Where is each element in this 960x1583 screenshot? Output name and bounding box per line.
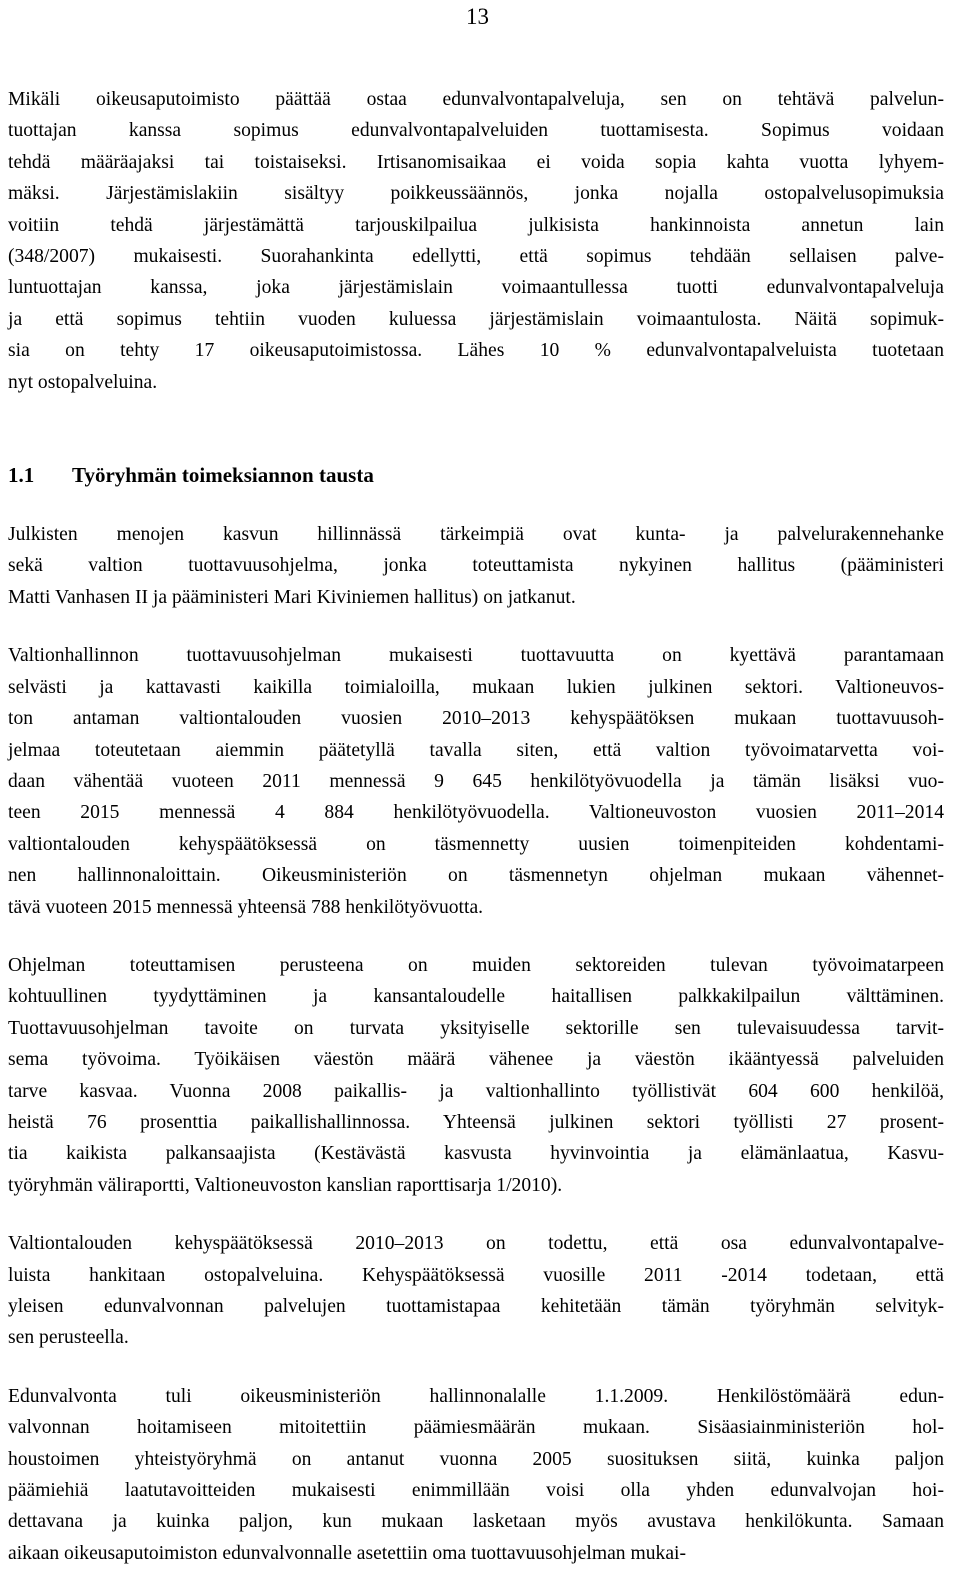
text-line: heistä 76 prosenttia paikallishallinnossa. Yhteensä julkinen sektori työllisti 27 prosent- (8, 1111, 944, 1133)
text-line: tävä vuoteen 2015 mennessä yhteensä 788 henkilötyövuotta. (8, 896, 484, 918)
paragraph-ostopalvelut (8, 84, 944, 398)
text-line: (348/2007) mukaisesti. Suorahankinta edellytti, että sopimus tehdään sellaisen palve- (8, 246, 944, 268)
text-line: Ohjelman toteuttamisen perusteena on muiden sektoreiden tulevan työvoimatarpeen (8, 954, 944, 976)
text-line: valvonnan hoitamiseen mitoitettiin päämiesmäärän mukaan. Sisäasiainministeriön hol- (8, 1417, 944, 1439)
text-line: luntuottajan kanssa, joka järjestämislain voimaantullessa tuotti edunvalvontapalveluja (8, 277, 944, 299)
text-line: selvästi ja kattavasti kaikilla toimialoilla, mukaan lukien julkinen sektori. Valtioneuvos- (8, 676, 944, 698)
page-number: 13 (466, 4, 489, 29)
text-line: yleisen edunvalvonnan palvelujen tuottamistapaa kehitetään tämän työryhmän selvityk- (8, 1296, 944, 1317)
text-line: Matti Vanhasen II ja pääministeri Mari Kiviniemen hallitus) on jatkanut. (8, 586, 576, 608)
text-line: valtiontalouden kehyspäätöksessä on täsmennetty uusien toimenpiteiden kohdentami- (8, 833, 944, 855)
text-line: ton antaman valtiontalouden vuosien 2010–2013 kehyspäätöksen mukaan tuottavuusoh- (8, 708, 944, 730)
text-line: aikaan oikeusaputoimiston edunvalvonnalle asetettiin oma tuottavuusohjelman mukai- (8, 1542, 687, 1564)
text-line: Julkisten menojen kasvun hillinnässä tärkeimpiä ovat kunta- ja palvelurakennehanke (8, 524, 944, 546)
text-line: Mikäli oikeusaputoimisto päättää ostaa edunvalvontapalveluja, sen on tehtävä palvelun- (8, 89, 944, 110)
text-line: houstoimen yhteistyöryhmä on antanut vuonna 2005 suosituksen siitä, kuinka paljon (8, 1448, 944, 1470)
text-line: nyt ostopalveluina. (8, 371, 158, 393)
text-line: Edunvalvonta tuli oikeusministeriön hallinnonalalle 1.1.2009. Henkilöstömäärä edun- (8, 1385, 944, 1407)
text-line: päämiehiä laatutavoitteiden mukaisesti enimmillään voisi olla yhden edunvalvojan hoi- (8, 1480, 944, 1502)
text-line: tuottajan kanssa sopimus edunvalvontapalveluiden tuottamisesta. Sopimus voidaan (8, 120, 944, 142)
text-line: sema työvoima. Työikäisen väestön määrä vähenee ja väestön ikääntyessä palveluiden (8, 1049, 944, 1071)
text-line: tia kaikista palkansaajista (Kestävästä kasvusta hyvinvointia ja elämänlaatua, Kasvu- (8, 1143, 944, 1165)
text-line: sia on tehty 17 oikeusaputoimistossa. Lähes 10 % edunvalvontapalveluista tuotetaan (8, 340, 944, 362)
text-line: tarve kasvaa. Vuonna 2008 paikallis- ja valtionhallinto työllistivät 604 600 henkilöä, (8, 1080, 944, 1102)
text-line: luista hankitaan ostopalveluina. Kehyspäätöksessä vuosille 2011 -2014 todetaan, että (8, 1264, 944, 1286)
text-line: Valtionhallinnon tuottavuusohjelman mukaisesti tuottavuutta on kyettävä parantamaan (8, 645, 944, 667)
text-line: teen 2015 mennessä 4 884 henkilötyövuodella. Valtioneuvoston vuosien 2011–2014 (8, 802, 944, 824)
text-line: sen perusteella. (8, 1327, 129, 1349)
text-line: dettavana ja kuinka paljon, kun mukaan lasketaan myös avustava henkilökunta. Samaan (8, 1511, 944, 1533)
text-line: tehdä määräajaksi tai toistaiseksi. Irtisanomisaikaa ei voida sopia kahta vuotta lyhyem- (8, 151, 944, 173)
text-line: ja että sopimus tehtiin vuoden kuluessa järjestämislain voimaantulosta. Näitä sopimuk- (8, 308, 944, 330)
section-heading (8, 461, 944, 489)
text-line: daan vähentää vuoteen 2011 mennessä 9 645 henkilötyövuodella ja tämän lisäksi vuo- (8, 770, 944, 792)
text-line: mäksi. Järjestämislakiin sisältyy poikkeussäännös, jonka nojalla ostopalvelusopimuksia (8, 183, 944, 205)
paragraph-tuottavuusohjelma (8, 640, 944, 923)
text-line: kohtuullinen tyydyttäminen ja kansantaloudelle haitallisen palkkakilpailun välttäminen. (8, 986, 944, 1008)
document-body (8, 84, 944, 1569)
section-title: Työryhmän toimeksiannon tausta (72, 463, 374, 488)
paragraph-ohjelman-perusteet (8, 950, 944, 1201)
text-line: nen hallinnonaloittain. Oikeusministeriön on täsmennetyn ohjelman mukaan vähennet- (8, 865, 944, 887)
text-line: Tuottavuusohjelman tavoite on turvata yksityiselle sektorille sen tulevaisuudessa tarvit- (8, 1017, 944, 1039)
text-line: sekä valtion tuottavuusohjelma, jonka toteuttamista nykyinen hallitus (pääministeri (8, 555, 944, 577)
text-line: voitiin tehdä järjestämättä tarjouskilpailua julkisista hankinnoista annetun lain (8, 214, 944, 236)
text-line: työryhmän väliraportti, Valtioneuvoston kanslian raporttisarja 1/2010). (8, 1174, 563, 1196)
section-number: 1.1 (8, 463, 35, 488)
text-line: Valtiontalouden kehyspäätöksessä 2010–2013 on todettu, että osa edunvalvontapalve- (8, 1233, 944, 1255)
paragraph-edunvalvonta (8, 1381, 944, 1569)
paragraph-julkiset-menot (8, 519, 944, 613)
paragraph-kehyspaatos (8, 1228, 944, 1354)
text-line: jelmaa toteutetaan aiemmin päätetyllä tavalla siten, että valtion työvoimatarvetta voi- (8, 739, 944, 761)
